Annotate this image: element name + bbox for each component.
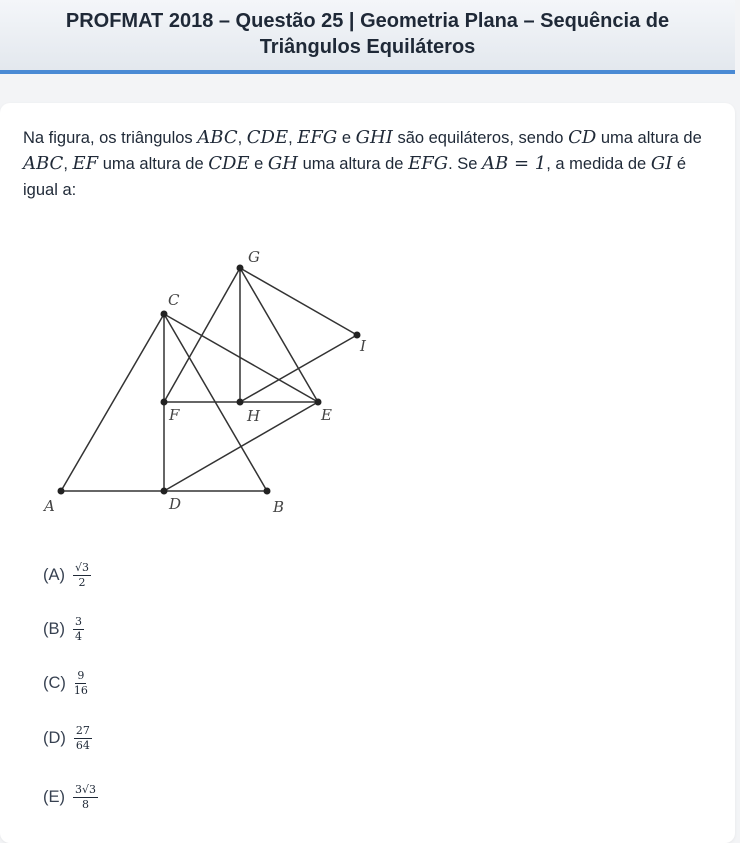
point-g: [237, 265, 244, 272]
label-c: C: [168, 291, 180, 309]
label-a: A: [44, 497, 55, 515]
option-b[interactable]: [43, 612, 84, 646]
triangles-figure: [30, 243, 390, 523]
fraction-denominator: 64: [75, 738, 90, 752]
math-cde-2: CDE: [208, 153, 250, 174]
math-ghi: GHI: [355, 127, 393, 148]
option-fraction: [74, 670, 88, 697]
segment-ac: [61, 314, 164, 491]
fraction-numerator: √3: [75, 560, 90, 574]
label-d: D: [169, 495, 182, 513]
page-title: [0, 8, 735, 60]
math-abc: ABC: [197, 127, 238, 148]
option-a[interactable]: [43, 558, 91, 592]
title-line-1: PROFMAT 2018 – Questão 25 | Geometria Plana – Sequência de: [65, 10, 670, 32]
option-fraction: [73, 784, 98, 811]
point-a: [58, 488, 65, 495]
point-d: [161, 488, 168, 495]
math-abc-2: ABC: [23, 153, 64, 174]
fraction-denominator: 8: [82, 797, 89, 811]
fraction-denominator: 4: [75, 629, 82, 643]
fraction-numerator: 3: [75, 614, 82, 628]
title-line-2: Triângulos Equiláteros: [259, 36, 476, 58]
question-text-part: uma altura de: [98, 155, 209, 173]
question-text-part: . Se: [448, 155, 483, 173]
segment-gi: [240, 268, 357, 335]
option-letter: (E): [43, 787, 65, 806]
fraction-numerator: 27: [75, 723, 90, 737]
segment-ce: [164, 314, 318, 402]
question-card: [0, 103, 735, 843]
math-ab-equals-1: AB = 1: [482, 153, 547, 174]
math-gi: GI: [650, 153, 673, 174]
option-letter: (A): [43, 565, 65, 584]
option-fraction: [74, 725, 92, 752]
question-text-part: uma altura de: [596, 129, 702, 147]
label-e: E: [321, 406, 332, 424]
segment-hi: [240, 335, 357, 402]
math-efg-2: EFG: [408, 153, 449, 174]
label-b: B: [273, 498, 285, 516]
question-text-part: e: [337, 129, 356, 147]
point-f: [161, 399, 168, 406]
fraction-numerator: 9: [77, 668, 85, 682]
fraction-denominator: 16: [73, 683, 88, 697]
math-gh: GH: [267, 153, 298, 174]
option-e[interactable]: [43, 780, 98, 814]
math-ef: EF: [72, 153, 99, 174]
option-c[interactable]: [43, 666, 88, 700]
option-letter: (D): [43, 728, 66, 747]
question-text-part: ,: [63, 155, 73, 173]
point-b: [264, 488, 271, 495]
label-g: G: [248, 248, 260, 266]
segment-de: [164, 402, 318, 491]
question-text-part: ,: [237, 129, 247, 147]
option-letter: (B): [43, 619, 65, 638]
option-fraction: [73, 616, 84, 643]
label-h: H: [247, 407, 261, 425]
math-cd: CD: [568, 127, 597, 148]
math-cde: CDE: [246, 127, 289, 148]
question-text-part: ,: [288, 129, 298, 147]
question-text-part: , a medida de: [546, 155, 651, 173]
option-fraction: [73, 562, 91, 589]
option-letter: (C): [43, 673, 66, 692]
question-text-part: Na figura, os triângulos: [23, 129, 198, 147]
point-h: [237, 399, 244, 406]
label-f: F: [169, 406, 180, 424]
question-text: [23, 125, 713, 203]
fraction-numerator: 3√3: [75, 782, 97, 796]
question-text-part: uma altura de: [298, 155, 409, 173]
question-text-part: é igual a:: [23, 155, 687, 199]
math-efg: EFG: [297, 127, 338, 148]
page-header: [0, 0, 735, 74]
option-d[interactable]: [43, 721, 92, 755]
point-e: [315, 399, 322, 406]
question-text-part: e: [249, 155, 268, 173]
segment-ge: [240, 268, 318, 402]
fraction-denominator: 2: [78, 575, 86, 589]
question-text-part: são equiláteros, sendo: [392, 129, 569, 147]
point-c: [161, 311, 168, 318]
label-i: I: [360, 337, 366, 355]
